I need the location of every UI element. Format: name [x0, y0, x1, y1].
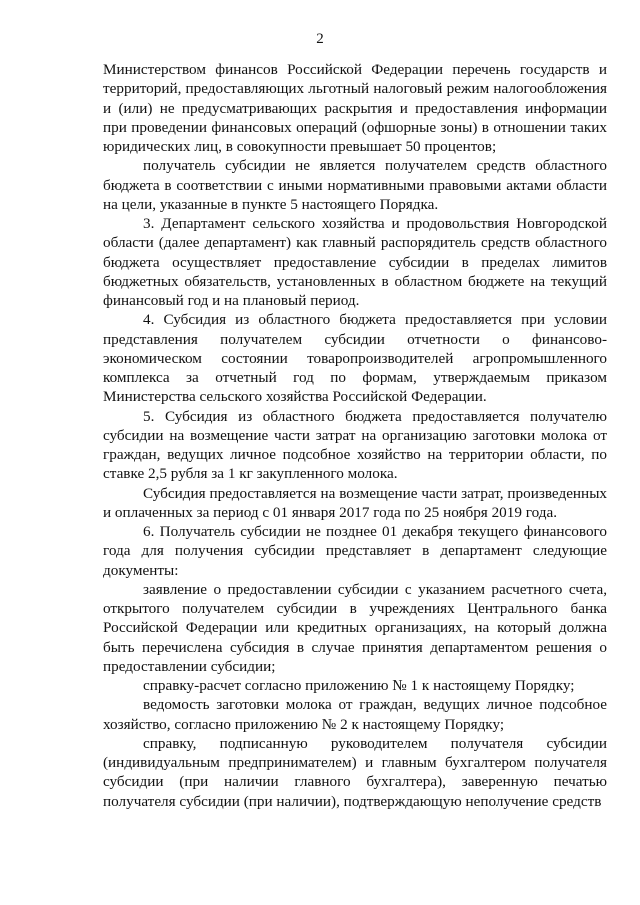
page-number: 2	[316, 31, 324, 47]
text-line: бюджета осуществляет предоставление субсидии в пределах лимитов	[103, 253, 607, 271]
text-line: и оплаченных за период с 01 января 2017 года по 25 ноября 2019 года.	[103, 503, 558, 521]
text-line: открытого получателем субсидии в учреждениях Центрального банка	[103, 600, 607, 617]
paragraph	[103, 407, 607, 484]
text-line: года для получения субсидии представляет в департамент следующие	[103, 542, 607, 560]
paragraph	[103, 156, 607, 214]
text-line: 3. Департамент сельского хозяйства и продовольствия Новгородской	[143, 215, 607, 232]
text-line: 4. Субсидия из областного бюджета предоставляется при условии	[143, 311, 607, 329]
text-line: (индивидуальным предпринимателем) и главным бухгалтером получателя	[103, 754, 607, 771]
text-line: быть перечислена субсидия в случае принятия департаментом решения о	[103, 638, 607, 656]
text-line: бюджетных обязательств, установленных в областном бюджете на текущий	[103, 272, 607, 290]
text-line: получателя субсидии (при наличии), подтверждающую неполучение средств	[103, 792, 602, 810]
text-line: ставке 2,5 рубля за 1 кг закупленного молока.	[103, 465, 398, 483]
paragraph	[103, 484, 607, 523]
text-line: бюджета в соответствии с иными нормативными правовыми актами области	[103, 176, 607, 194]
paragraph	[103, 60, 607, 156]
text-line: территорий, предоставляющих льготный налоговый режим налогообложения	[103, 80, 607, 98]
text-line: финансовый год и на плановый период.	[103, 292, 360, 309]
text-line: ведомость заготовки молока от граждан, ведущих личное подсобное	[143, 696, 607, 714]
paragraph	[103, 214, 607, 310]
text-line: справку, подписанную руководителем получателя субсидии	[143, 734, 607, 752]
text-line: Российской Федерации или кредитных организациях, на который должна	[103, 619, 607, 637]
paragraph	[103, 734, 607, 811]
paragraph	[103, 676, 607, 695]
text-line: 6. Получатель субсидии не позднее 01 декабря текущего финансового	[143, 523, 607, 540]
text-line: хозяйство, согласно приложению № 2 к настоящему Порядку;	[103, 715, 505, 733]
text-line: Министерством финансов Российской Федерации перечень государств и	[103, 61, 607, 78]
text-line: при проведении финансовых операций (офшорные зоны) в отношении таких	[103, 118, 607, 136]
paragraph	[103, 580, 607, 676]
text-line: экономическом состоянии товаропроизводителей агропромышленного	[103, 349, 607, 367]
text-line: получатель субсидии не является получателем средств областного	[143, 157, 607, 175]
text-line: области (далее департамент) как главный распорядитель средств областного	[103, 234, 607, 252]
text-line: и (или) не предусматривающих раскрытия и предоставления информации	[103, 99, 607, 117]
text-line: предоставлении субсидии;	[103, 657, 276, 675]
text-line: справку-расчет согласно приложению № 1 к настоящему Порядку;	[143, 677, 575, 694]
text-line: Субсидия предоставляется на возмещение части затрат, произведенных	[143, 484, 607, 502]
text-line: заявление о предоставлении субсидии с указанием расчетного счета,	[143, 580, 607, 598]
paragraph	[103, 310, 607, 406]
text-line: граждан, ведущих личное подсобное хозяйство на территории области, по	[103, 446, 607, 463]
text-line: субсидии (при наличии главного бухгалтера), заверенную печатью	[103, 773, 607, 791]
paragraph	[103, 522, 607, 580]
text-line: на цели, указанные в пункте 5 настоящего Порядка.	[103, 195, 439, 213]
text-line: комплекса за отчетный год по формам, утверждаемым приказом	[103, 369, 607, 386]
text-line: документы:	[103, 561, 179, 579]
text-line: представления получателем субсидии отчетности о финансово-	[103, 330, 607, 348]
text-line: субсидии на возмещение части затрат на организацию заготовки молока от	[103, 426, 607, 444]
paragraph	[103, 695, 607, 734]
text-line: юридических лиц, в совокупности превышает 50 процентов;	[103, 138, 497, 155]
text-line: Министерства сельского хозяйства Российской Федерации.	[103, 388, 487, 406]
text-line: 5. Субсидия из областного бюджета предоставляется получателю	[143, 407, 607, 425]
document-body	[103, 60, 607, 811]
